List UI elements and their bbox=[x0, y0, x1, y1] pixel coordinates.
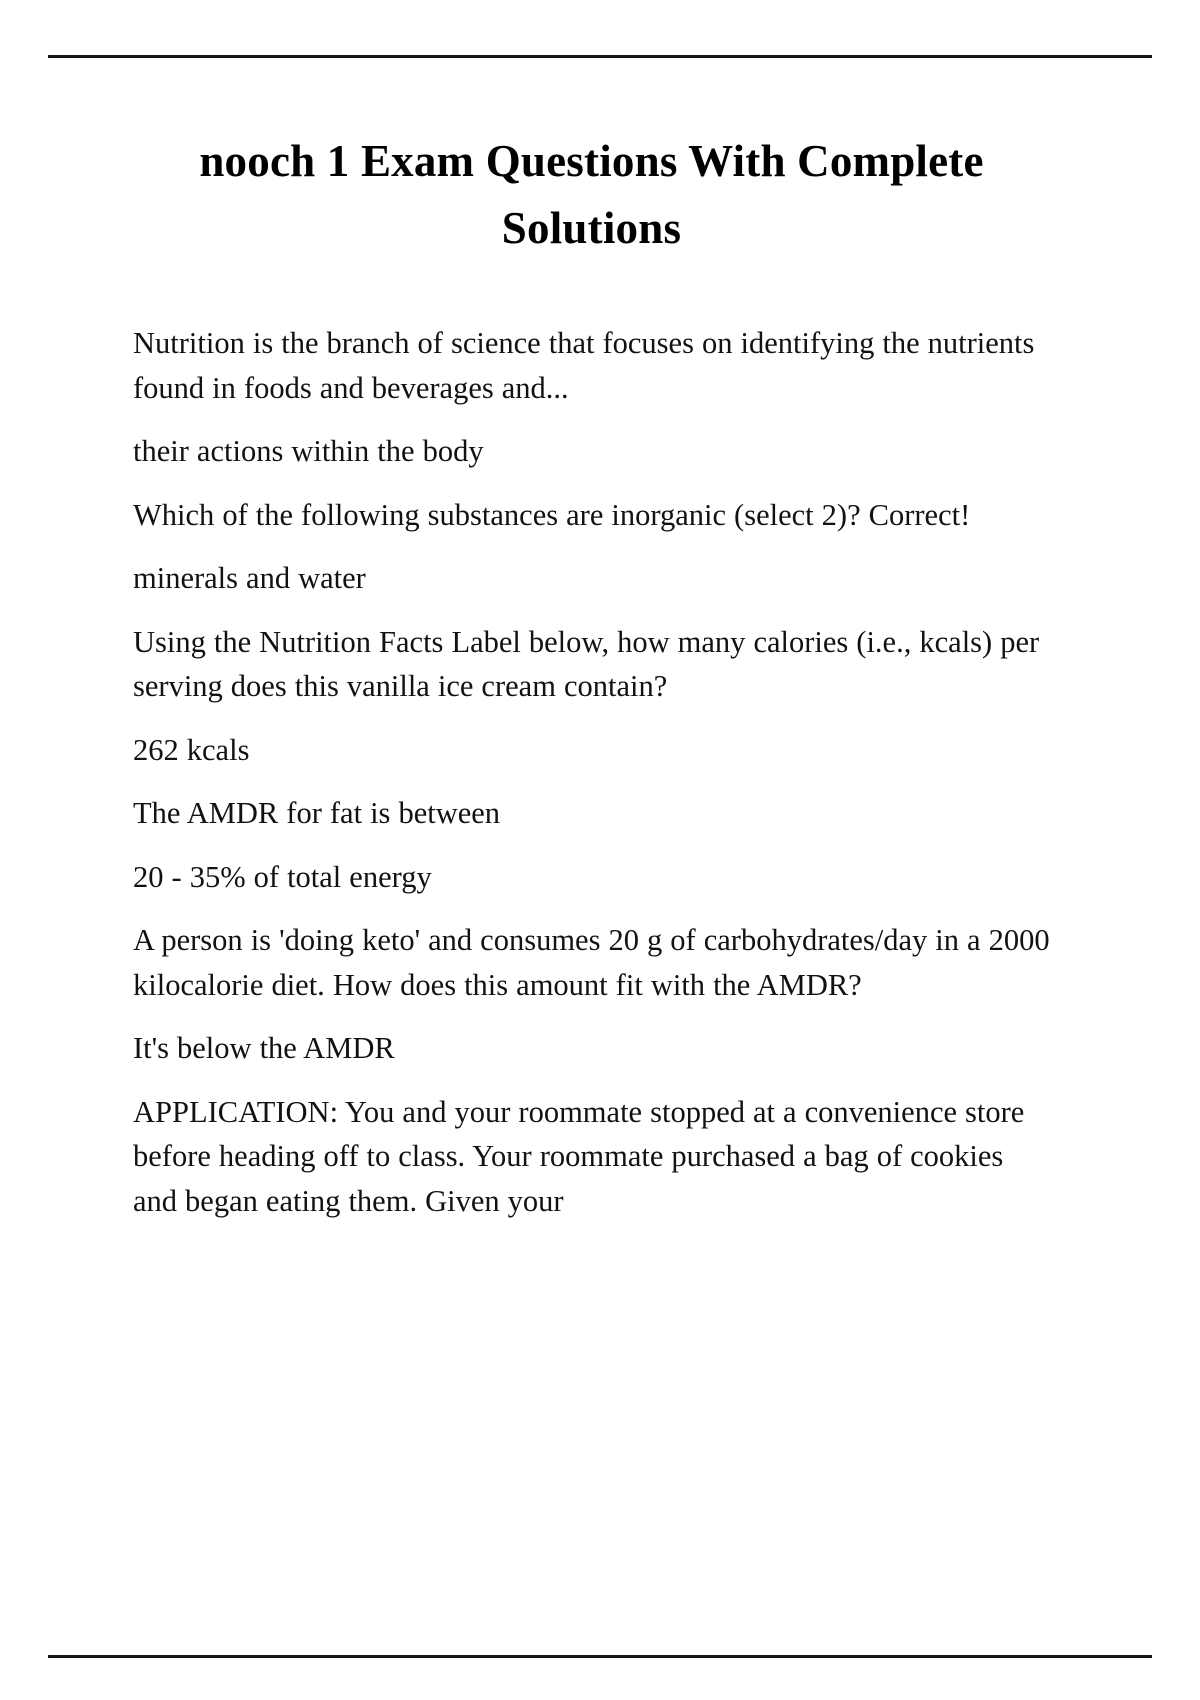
page-title: nooch 1 Exam Questions With Complete Solutions bbox=[199, 136, 984, 253]
answer-paragraph: their actions within the body bbox=[133, 434, 484, 469]
question-paragraph: Nutrition is the branch of science that focuses on identifying the nutrients found in foods and beverages and... bbox=[133, 326, 1035, 405]
page-content bbox=[0, 58, 1200, 1223]
answer-paragraph: 262 kcals bbox=[133, 732, 250, 767]
question-paragraph: The AMDR for fat is between bbox=[133, 796, 501, 831]
question-paragraph: A person is 'doing keto' and consumes 20 g of carbohydrates/day in a 2000 kilocalorie diet. How does this amount fit with the AMDR? bbox=[133, 923, 1050, 1002]
footer-divider bbox=[48, 1655, 1152, 1658]
answer-paragraph: minerals and water bbox=[133, 561, 366, 596]
answer-paragraph: 20 - 35% of total energy bbox=[133, 859, 432, 894]
question-paragraph: Using the Nutrition Facts Label below, how many calories (i.e., kcals) per serving does this vanilla ice cream contain? bbox=[133, 624, 1040, 704]
answer-paragraph: It's below the AMDR bbox=[133, 1031, 395, 1066]
document-body bbox=[133, 321, 1050, 1223]
question-paragraph: Which of the following substances are inorganic (select 2)? Correct! bbox=[133, 497, 971, 532]
question-paragraph: APPLICATION: You and your roommate stopped at a convenience store before heading off to class. Your roommate purchased a bag of cookies and began eating them. Given your bbox=[133, 1094, 1025, 1218]
